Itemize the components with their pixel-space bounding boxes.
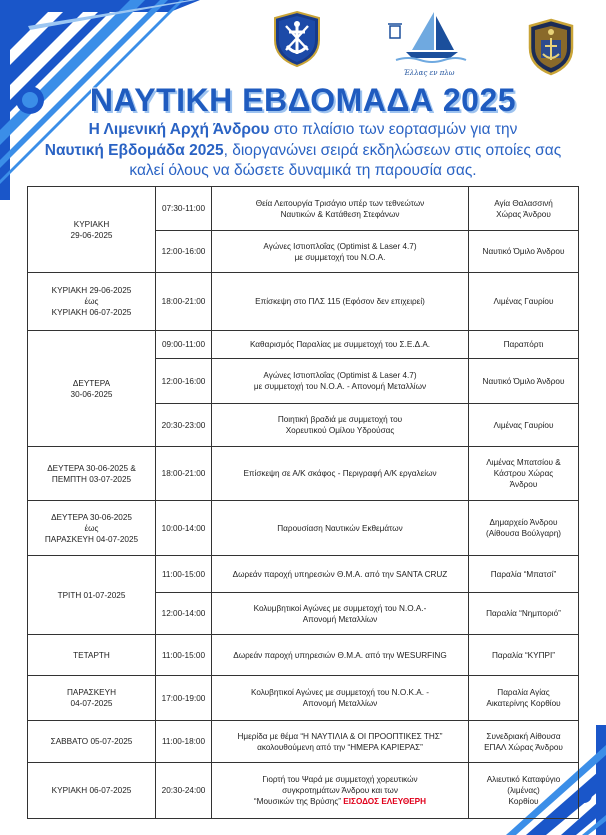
event-cell: Κολυβητικοί Αγώνες με συμμετοχή του Ν.Ο.Κ.Α. - Απονομή Μεταλλίων	[212, 676, 469, 721]
table-row	[28, 447, 579, 501]
table-row	[28, 721, 579, 763]
intro-text	[30, 120, 576, 182]
day-cell: ΤΡΙΤΗ 01-07-2025	[28, 556, 156, 635]
day-cell: ΚΥΡΙΑΚΗ 06-07-2025	[28, 763, 156, 819]
place-cell: Λιμένας Μπατσίου & Κάστρου Χώρας Άνδρου	[469, 447, 579, 501]
event-cell: Επίσκεψη σε Α/Κ σκάφος - Περιγραφή Α/Κ εργαλείων	[212, 447, 469, 501]
event-cell: Αγώνες Ιστιοπλοΐας (Optimist & Laser 4.7) με συμμετοχή του Ν.Ο.Α. - Απονομή Μεταλλίων	[212, 359, 469, 404]
day-cell: ΔΕΥΤΕΡΑ 30-06-2025	[28, 331, 156, 447]
table-row	[28, 331, 579, 359]
place-cell: Παραλία “Νημποριό”	[469, 593, 579, 635]
sailboat-icon	[388, 8, 470, 64]
time-cell: 12:00-14:00	[156, 593, 212, 635]
place-cell: Ναυτικό Όμιλο Άνδρου	[469, 359, 579, 404]
place-cell: Παραπόρτι	[469, 331, 579, 359]
time-cell: 09:00-11:00	[156, 331, 212, 359]
time-cell: 20:30-24:00	[156, 763, 212, 819]
time-cell: 20:30-23:00	[156, 404, 212, 447]
free-entry-label: ΕΙΣΟΔΟΣ ΕΛΕΥΘΕΡΗ	[343, 797, 427, 806]
time-cell: 11:00-15:00	[156, 556, 212, 593]
table-row	[28, 501, 579, 556]
time-cell: 18:00-21:00	[156, 447, 212, 501]
table-row	[28, 676, 579, 721]
place-cell: Λιμένας Γαυρίου	[469, 273, 579, 331]
event-cell: Κολυμβητικοί Αγώνες με συμμετοχή του Ν.Ο.Α.- Απονομή Μεταλλίων	[212, 593, 469, 635]
table-row	[28, 556, 579, 593]
schedule-table	[27, 186, 579, 819]
time-cell: 07:30-11:00	[156, 187, 212, 231]
table-row	[28, 273, 579, 331]
day-cell: ΚΥΡΙΑΚΗ 29-06-2025	[28, 187, 156, 273]
intro-text-2: , διοργανώνει σειρά εκδηλώσεων στις οποίες σας καλεί όλους να δώσετε δυναμικά τη παρουσία σας.	[129, 141, 562, 179]
event-cell: Δωρεάν παροχή υπηρεσιών Θ.Μ.Α. από την WESURFING	[212, 635, 469, 676]
intro-event-name: Ναυτική Εβδομάδα 2025	[44, 141, 224, 159]
place-cell: Παραλία “ΚΥΠΡΙ”	[469, 635, 579, 676]
place-cell: Παραλία “Μπατσί”	[469, 556, 579, 593]
day-cell: ΣΑΒΒΑΤΟ 05-07-2025	[28, 721, 156, 763]
table-row	[28, 635, 579, 676]
event-cell: Δωρεάν παροχή υπηρεσιών Θ.Μ.Α. από την SANTA CRUZ	[212, 556, 469, 593]
place-cell: Αγία Θαλασσινή Χώρας Άνδρου	[469, 187, 579, 231]
time-cell: 11:00-15:00	[156, 635, 212, 676]
day-cell: ΔΕΥΤΕΡΑ 30-06-2025 & ΠΕΜΠΤΗ 03-07-2025	[28, 447, 156, 501]
day-cell: ΤΕΤΑΡΤΗ	[28, 635, 156, 676]
hellas-logo-caption: Έλλας εν πλω	[403, 69, 455, 77]
time-cell: 17:00-19:00	[156, 676, 212, 721]
time-cell: 10:00-14:00	[156, 501, 212, 556]
event-cell: Αγώνες Ιστιοπλοΐας (Optimist & Laser 4.7) με συμμετοχή του Ν.Ο.Α.	[212, 231, 469, 273]
event-cell: Παρουσίαση Ναυτικών Εκθεμάτων	[212, 501, 469, 556]
intro-authority: Η Λιμενική Αρχή Άνδρου	[88, 121, 270, 138]
event-cell: Θεία Λειτουργία Τρισάγιο υπέρ των τεθνεώτων Ναυτικών & Κατάθεση Στεφάνων	[212, 187, 469, 231]
place-cell: Συνεδριακή Αίθουσα ΕΠΑΛ Χώρας Άνδρου	[469, 721, 579, 763]
intro-text-1: στο πλαίσιο των εορτασμών για την	[269, 121, 518, 138]
day-cell: ΚΥΡΙΑΚΗ 29-06-2025 έως ΚΥΡΙΑΚΗ 06-07-2025	[28, 273, 156, 331]
place-cell: Λιμένας Γαυρίου	[469, 404, 579, 447]
place-cell: Παραλία Αγίας Αικατερίνης Κορθίου	[469, 676, 579, 721]
event-cell: Ποιητική βραδιά με συμμετοχή του Χορευτικού Ομίλου Υδρούσας	[212, 404, 469, 447]
time-cell: 11:00-18:00	[156, 721, 212, 763]
time-cell: 12:00-16:00	[156, 359, 212, 404]
place-cell: Αλιευτικό Καταφύγιο (λιμένας) Κορθίου	[469, 763, 579, 819]
time-cell: 18:00-21:00	[156, 273, 212, 331]
coast-guard-emblem-logo	[272, 10, 322, 68]
place-cell: Δημαρχείο Άνδρου (Αίθουσα Βούλγαρη)	[469, 501, 579, 556]
event-cell: Καθαρισμός Παραλίας με συμμετοχή του Σ.Ε.Δ.Α.	[212, 331, 469, 359]
event-text: Γιορτή του Ψαρά με συμμετοχή χορευτικών συγκροτημάτων Άνδρου και των “Μουσικών της Βρύσης”	[253, 775, 418, 806]
time-cell: 12:00-16:00	[156, 231, 212, 273]
event-cell: Επίσκεψη στο ΠΛΣ 115 (Εφόσον δεν επιχειρεί)	[212, 273, 469, 331]
day-cell: ΠΑΡΑΣΚΕΥΗ 04-07-2025	[28, 676, 156, 721]
event-cell	[212, 763, 469, 819]
table-row	[28, 763, 579, 819]
place-cell: Ναυτικό Όμιλο Άνδρου	[469, 231, 579, 273]
page-title: ΝΑΥΤΙΚΗ ΕΒΔΟΜΑΔΑ 2025	[89, 82, 517, 118]
port-authority-emblem-logo	[527, 18, 575, 76]
table-row	[28, 187, 579, 231]
event-cell: Ημερίδα με θέμα “Η ΝΑΥΤΙΛΙΑ & ΟΙ ΠΡΟΟΠΤΙΚΕΣ ΤΗΣ” ακολουθούμενη από την “ΗΜΕΡΑ ΚΑΡΙΕΡΑΣ”	[212, 721, 469, 763]
day-cell: ΔΕΥΤΕΡΑ 30-06-2025 έως ΠΑΡΑΣΚΕΥΗ 04-07-2025	[28, 501, 156, 556]
hellas-sailing-logo	[388, 8, 470, 78]
